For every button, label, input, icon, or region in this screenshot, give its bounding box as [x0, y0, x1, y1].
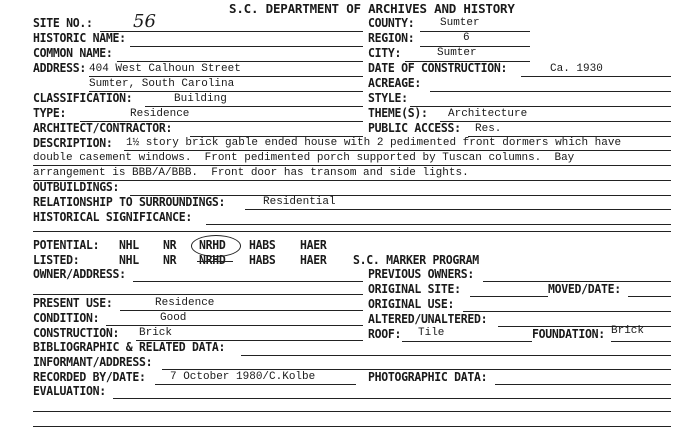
- listed-habs: HABS: [249, 252, 276, 268]
- foundation-label: FOUNDATION:: [532, 326, 605, 342]
- construction-value: Brick: [139, 327, 173, 339]
- site-no-value: 56: [133, 11, 156, 32]
- original-site-line: [470, 296, 548, 297]
- relationship-line: [245, 209, 671, 210]
- marker-program-label: S.C. MARKER PROGRAM: [353, 252, 479, 268]
- potential-haer: HAER: [300, 237, 327, 253]
- original-use-label: ORIGINAL USE:: [368, 296, 455, 312]
- potential-nrhd: NRHD: [199, 237, 226, 253]
- condition-value: Good: [160, 312, 187, 324]
- architect-label: ARCHITECT/CONTRACTOR:: [33, 120, 173, 136]
- present-use-line: [120, 310, 363, 311]
- description-line3: arrangement is BBB/A/BBB. Front door has transom and side lights.: [33, 167, 469, 179]
- present-use-label: PRESENT USE:: [33, 295, 113, 311]
- listed-nrhd: NRHD: [199, 252, 226, 268]
- date-construction-value: Ca. 1930: [550, 63, 603, 75]
- outbuildings-label: OUTBUILDINGS:: [33, 179, 120, 195]
- relationship-label: RELATIONSHIP TO SURROUNDINGS:: [33, 194, 226, 210]
- historic-name-line: [130, 46, 363, 47]
- style-line: [410, 106, 671, 107]
- common-name-line: [117, 61, 363, 62]
- condition-label: CONDITION:: [33, 310, 100, 326]
- themes-label: THEME(S):: [368, 105, 428, 121]
- listed-nr: NR: [163, 252, 177, 268]
- original-use-line: [463, 311, 671, 312]
- condition-line: [106, 325, 363, 326]
- date-construction-line: [521, 76, 671, 77]
- description-rule1: [124, 150, 671, 151]
- altered-label: ALTERED/UNALTERED:: [368, 311, 488, 327]
- informant-label: INFORMANT/ADDRESS:: [33, 354, 153, 370]
- description-line2: double casement windows. Front pedimented porch supported by Tuscan columns. Bay: [33, 152, 575, 164]
- construction-label: CONSTRUCTION:: [33, 325, 120, 341]
- historic-name-label: HISTORIC NAME:: [33, 30, 126, 46]
- type-value: Residence: [130, 108, 190, 120]
- site-no-label: SITE NO.:: [33, 15, 93, 31]
- previous-owners-label: PREVIOUS OWNERS:: [368, 266, 474, 282]
- public-access-label: PUBLIC ACCESS:: [368, 120, 461, 136]
- county-line: [420, 31, 530, 32]
- evaluation-line1: [113, 398, 671, 399]
- description-line1: 1½ story brick gable ended house with 2 pedimented front dormers which have: [126, 137, 622, 149]
- recorded-by-line: [155, 384, 356, 385]
- significance-line1: [206, 224, 671, 225]
- form-title: S.C. DEPARTMENT OF ARCHIVES AND HISTORY: [229, 1, 515, 16]
- date-construction-label: DATE OF CONSTRUCTION:: [368, 60, 508, 76]
- style-label: STYLE:: [368, 90, 408, 106]
- foundation-value: Brick: [611, 325, 645, 337]
- county-label: COUNTY:: [368, 15, 415, 31]
- present-use-value: Residence: [155, 297, 215, 309]
- address-line2: Sumter, South Carolina: [89, 78, 235, 90]
- significance-label: HISTORICAL SIGNIFICANCE:: [33, 209, 192, 225]
- potential-nhl: NHL: [119, 237, 139, 253]
- region-value: 6: [463, 32, 470, 44]
- description-label: DESCRIPTION:: [33, 135, 113, 151]
- listed-haer: HAER: [300, 252, 327, 268]
- photographic-label: PHOTOGRAPHIC DATA:: [368, 369, 488, 385]
- photographic-line: [495, 384, 671, 385]
- bibliographic-line: [241, 355, 671, 356]
- moved-date-line: [628, 296, 671, 297]
- themes-value: Architecture: [448, 108, 528, 120]
- significance-line2: [33, 231, 671, 232]
- owner-address-label: OWNER/ADDRESS:: [33, 266, 126, 282]
- description-rule2: [33, 165, 671, 166]
- site-no-line: [100, 31, 363, 32]
- classification-value: Building: [174, 93, 227, 105]
- foundation-line: [611, 341, 671, 342]
- bibliographic-label: BIBLIOGRAPHIC & RELATED DATA:: [33, 339, 226, 355]
- public-access-value: Res.: [475, 123, 502, 135]
- recorded-by-value: 7 October 1980/C.Kolbe: [170, 371, 316, 383]
- recorded-by-label: RECORDED BY/DATE:: [33, 369, 146, 385]
- address-label: ADDRESS:: [33, 60, 86, 76]
- roof-line: [402, 341, 532, 342]
- address-line1-rule: [89, 76, 363, 77]
- evaluation-label: EVALUATION:: [33, 383, 106, 399]
- evaluation-line2: [33, 411, 671, 412]
- region-label: REGION:: [368, 30, 415, 46]
- address-line1: 404 West Calhoun Street: [89, 63, 241, 75]
- city-label: CITY:: [368, 45, 402, 61]
- type-label: TYPE:: [33, 105, 67, 121]
- description-rule3: [33, 180, 671, 181]
- acreage-label: ACREAGE:: [368, 75, 421, 91]
- roof-value: Tile: [418, 327, 445, 339]
- common-name-label: COMMON NAME:: [33, 45, 113, 61]
- acreage-line: [430, 91, 671, 92]
- potential-habs: HABS: [249, 237, 276, 253]
- evaluation-line3: [33, 426, 671, 427]
- themes-line: [440, 121, 671, 122]
- nrhd-strikethrough: [197, 261, 233, 262]
- roof-label: ROOF:: [368, 326, 402, 342]
- moved-date-label: MOVED/DATE:: [548, 281, 621, 297]
- classification-label: CLASSIFICATION:: [33, 90, 133, 106]
- classification-line: [145, 106, 363, 107]
- listed-label: LISTED:: [33, 252, 80, 268]
- relationship-value: Residential: [263, 196, 336, 208]
- owner-address-line: [133, 281, 363, 282]
- county-value: Sumter: [440, 17, 480, 29]
- listed-nhl: NHL: [119, 252, 139, 268]
- potential-nr: NR: [163, 237, 177, 253]
- potential-label: POTENTIAL:: [33, 237, 100, 253]
- original-site-label: ORIGINAL SITE:: [368, 281, 461, 297]
- city-value: Sumter: [437, 47, 477, 59]
